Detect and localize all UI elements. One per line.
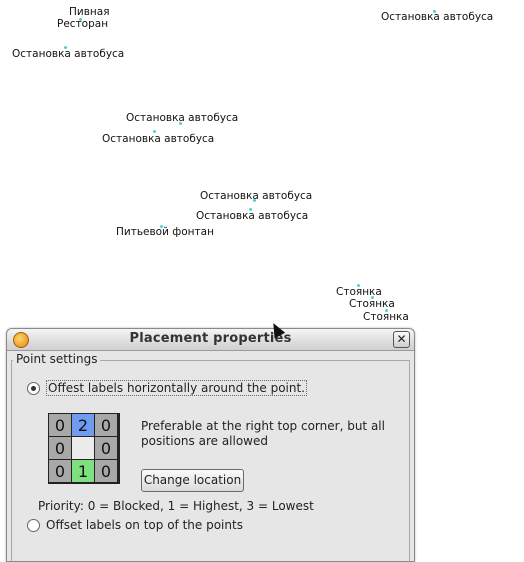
map-label-bus-stop: Остановка автобуса <box>102 133 215 145</box>
position-priority-grid[interactable] <box>48 413 120 484</box>
map-label-pub: Пивная <box>69 6 110 18</box>
option-top-row[interactable] <box>27 518 243 532</box>
option-horizontal-label[interactable]: Offest labels horizontally around the point. <box>48 381 305 395</box>
point-settings-legend: Point settings <box>13 352 100 366</box>
grid-cell-center <box>72 437 94 459</box>
map-label-bus-stop: Остановка автобуса <box>126 112 239 124</box>
grid-cell-bottom-left[interactable]: 0 <box>49 460 71 482</box>
map-label-fountain: Питьевой фонтан <box>116 226 214 238</box>
map-label-restaurant: Ресторан <box>57 18 109 30</box>
map-label-parking: Стоянка <box>336 286 382 298</box>
grid-cell-right[interactable]: 0 <box>95 437 117 459</box>
map-label-parking: Стоянка <box>349 298 395 310</box>
map-label-bus-stop: Остановка автобуса <box>12 48 125 60</box>
map-label-parking: Стоянка <box>363 311 409 323</box>
grid-cell-left[interactable]: 0 <box>49 437 71 459</box>
grid-cell-bottom[interactable]: 1 <box>72 460 94 482</box>
radio-horizontal[interactable] <box>27 382 40 395</box>
placement-properties-dialog <box>6 328 415 562</box>
dialog-titlebar[interactable] <box>7 329 414 351</box>
grid-cell-bottom-right[interactable]: 0 <box>95 460 117 482</box>
option-horizontal-row[interactable] <box>27 380 307 396</box>
grid-cell-top-right[interactable]: 0 <box>95 414 117 436</box>
map-label-bus-stop: Остановка автобуса <box>381 11 494 23</box>
priority-legend: Priority: 0 = Blocked, 1 = Highest, 3 = Lowest <box>38 499 314 513</box>
radio-top[interactable] <box>27 519 40 532</box>
dialog-title: Placement properties <box>129 331 292 346</box>
placement-description: Preferable at the right top corner, but all positions are allowed <box>141 419 385 448</box>
map-label-bus-stop: Остановка автобуса <box>196 210 309 222</box>
grid-cell-top-left[interactable]: 0 <box>49 414 71 436</box>
change-location-button[interactable]: Change location <box>141 469 244 492</box>
close-button[interactable]: ✕ <box>393 331 410 348</box>
map-label-bus-stop: Остановка автобуса <box>200 190 313 202</box>
grid-cell-top[interactable]: 2 <box>72 414 94 436</box>
option-top-label[interactable]: Offset labels on top of the points <box>46 518 243 532</box>
